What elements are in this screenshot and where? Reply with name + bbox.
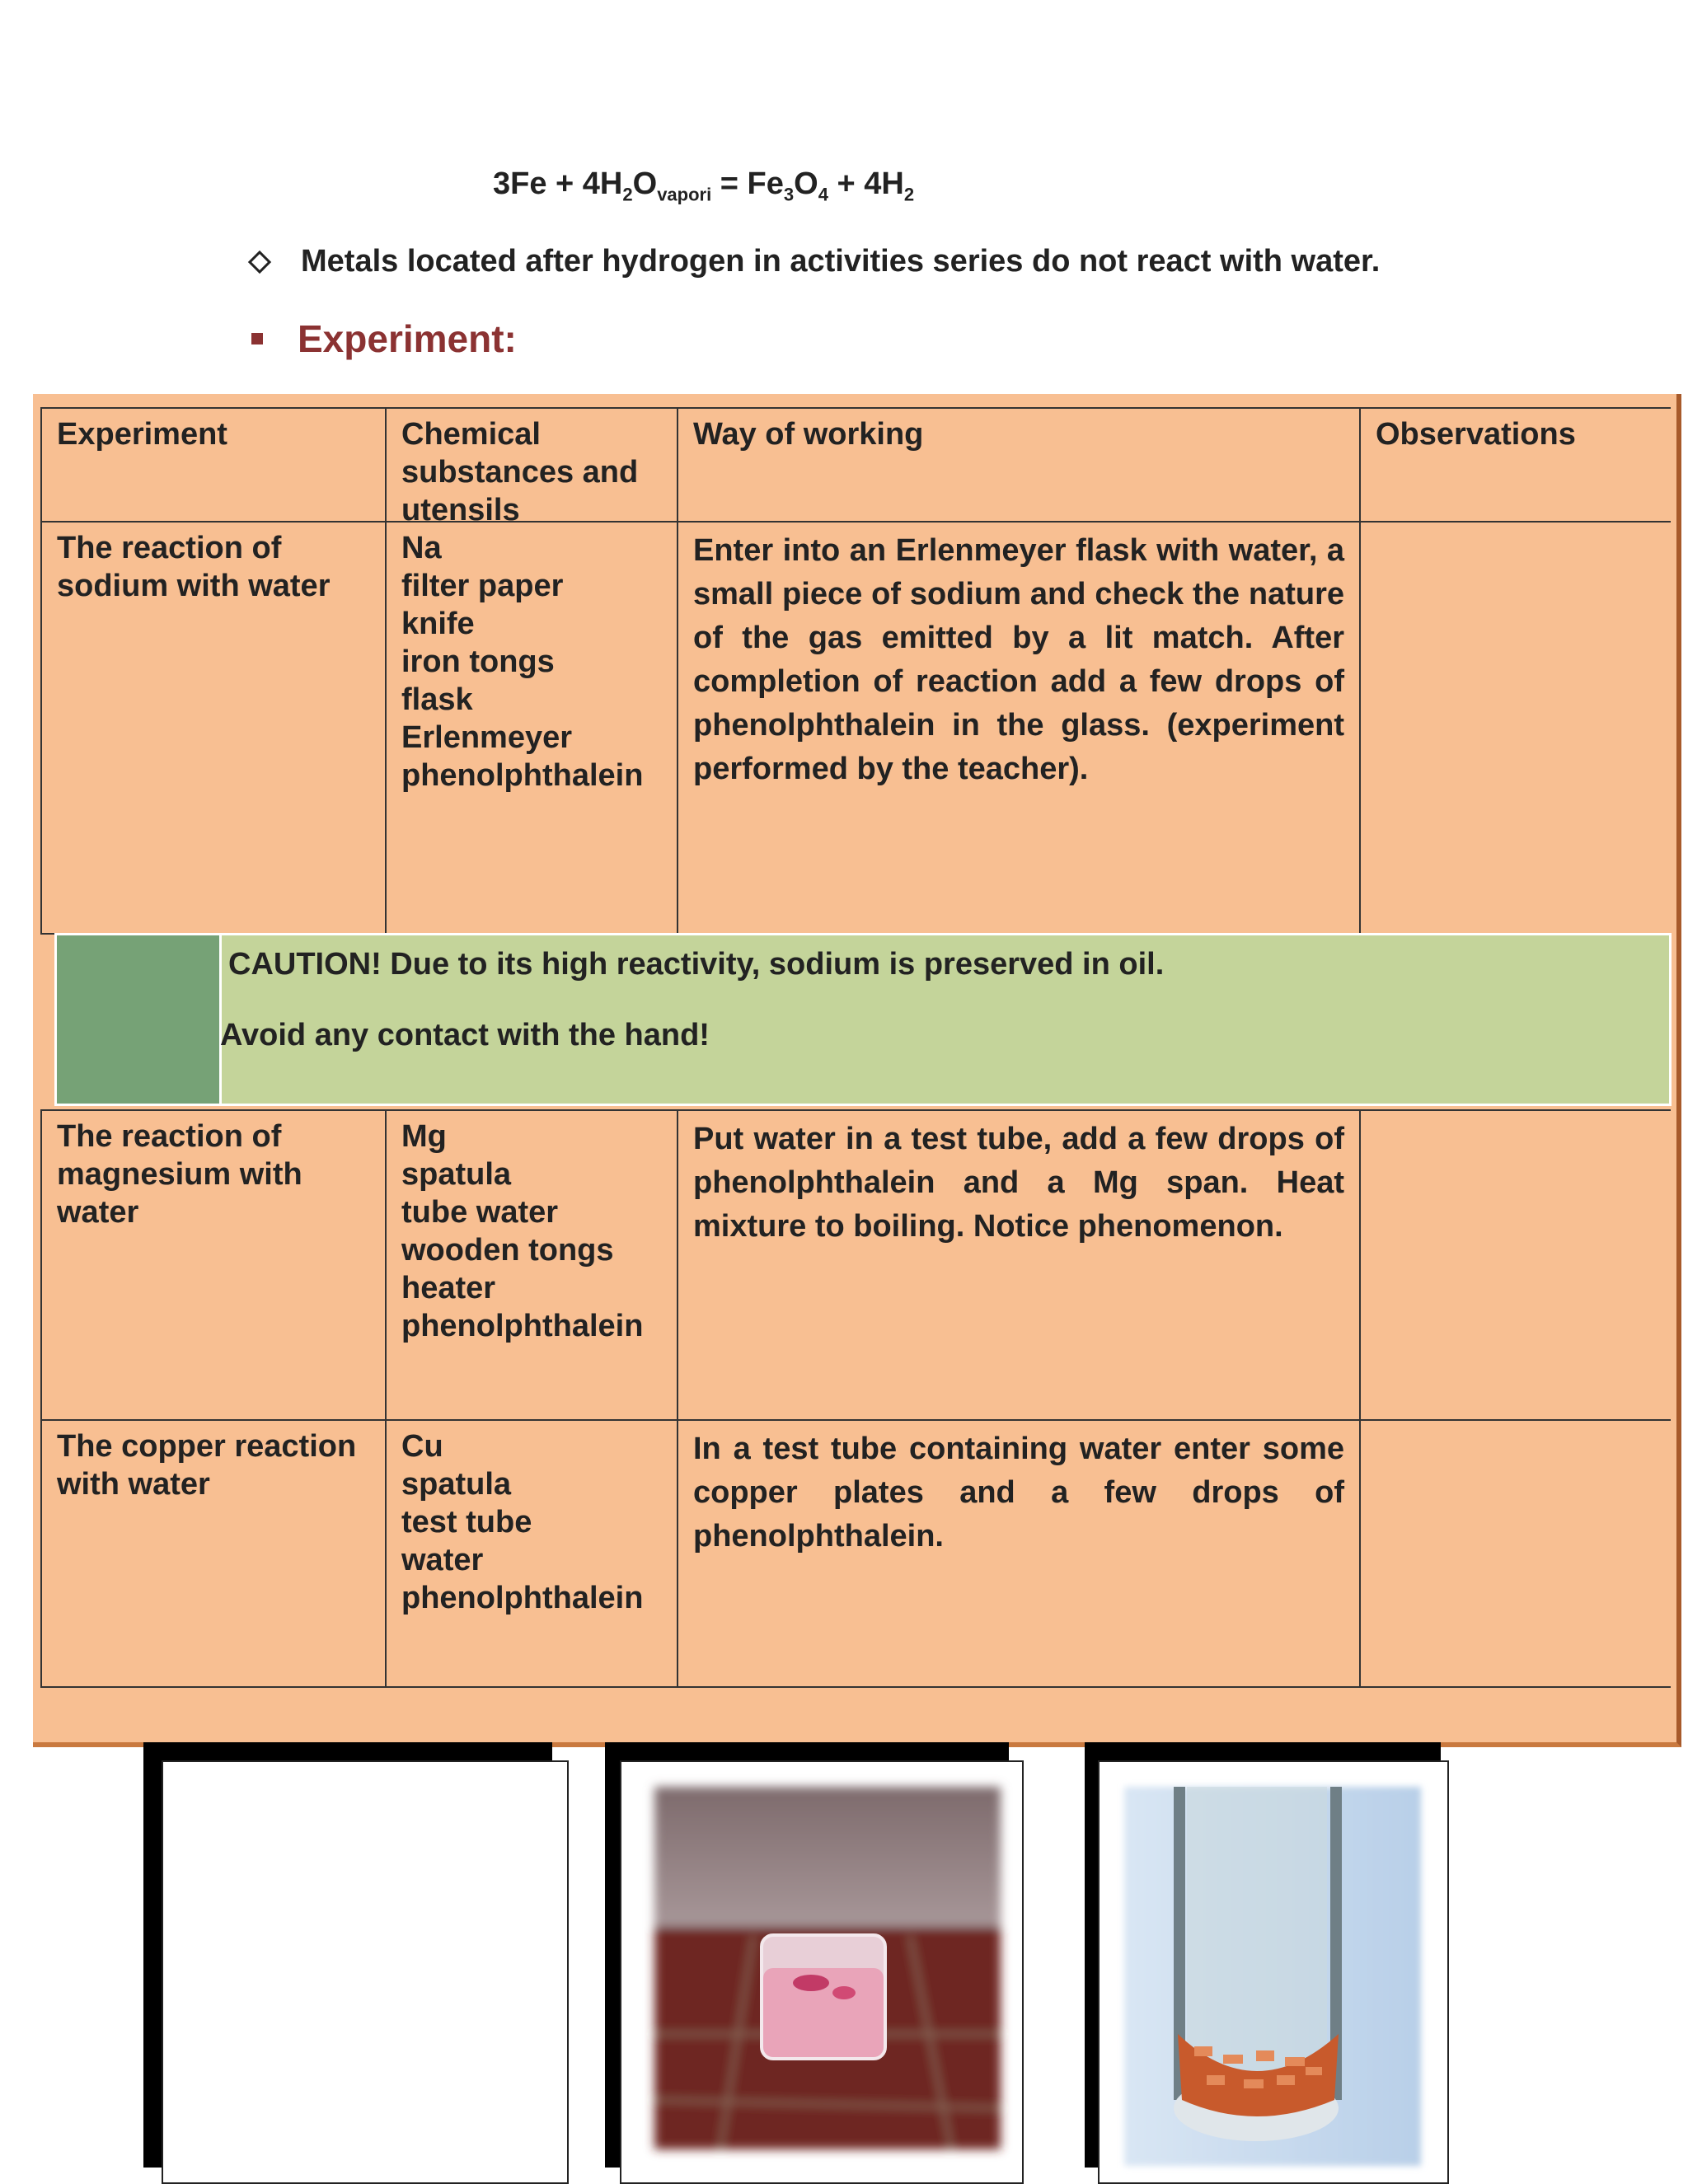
header-way: Way of working <box>677 407 1361 523</box>
header-substances: Chemical substances and utensils <box>385 407 678 523</box>
eq-sub: vapori <box>657 184 712 205</box>
row1-substances <box>385 521 678 935</box>
caution-box <box>54 933 1672 1106</box>
list-item: heater <box>401 1271 496 1305</box>
caution-line-2: Avoid any contact with the hand! <box>220 1018 710 1052</box>
row3-way: In a test tube containing water enter some copper plates and a few drops of phenolphthalein. <box>677 1419 1361 1688</box>
row2-substances <box>385 1109 678 1421</box>
eq-part: = Fe <box>711 166 784 201</box>
list-item: knife <box>401 607 475 641</box>
copper-photo <box>1098 1760 1449 2184</box>
experiment-heading-text: Experiment: <box>298 317 517 360</box>
list-item: flask <box>401 682 473 717</box>
caution-line-1: CAUTION! Due to its high reactivity, sodium is preserved in oil. <box>228 947 1165 982</box>
eq-part: + 4H <box>828 166 904 201</box>
square-bullet-icon <box>251 333 263 344</box>
eq-sub: 4 <box>818 184 828 205</box>
list-item: Na <box>401 531 442 565</box>
row2-way: Put water in a test tube, add a few drops of phenolphthalein and a Mg span. Heat mixture to boiling. Notice phenomenon. <box>677 1109 1361 1421</box>
row3-substances <box>385 1419 678 1688</box>
list-item: spatula <box>401 1157 512 1192</box>
eq-sub: 3 <box>783 184 795 205</box>
eq-sub: 2 <box>622 184 633 205</box>
row1-way: Enter into an Erlenmeyer flask with water, a small piece of sodium and check the nature of the gas emitted by a lit match. After completion of reaction add a few drops of phenolphthalein in the glass. (experiment performed by the teacher). <box>677 521 1361 935</box>
list-item: phenolphthalein <box>401 1309 644 1343</box>
header-experiment: Experiment <box>40 407 387 523</box>
list-item: Cu <box>401 1429 443 1464</box>
row3-observations <box>1359 1419 1671 1688</box>
eq-sub: 2 <box>903 184 915 205</box>
magnesium-photo <box>620 1760 1024 2184</box>
reaction-equation <box>493 166 914 206</box>
metals-note <box>251 244 1380 279</box>
list-item: water <box>401 1543 484 1577</box>
list-item: test tube <box>401 1505 532 1540</box>
metals-note-text: Metals located after hydrogen in activities series do not react with water. <box>301 244 1381 279</box>
eq-part: 3Fe + 4H <box>493 166 623 201</box>
experiment-heading <box>251 316 517 361</box>
eq-part: O <box>632 166 658 201</box>
eq-part: O <box>794 166 818 201</box>
row1-experiment: The reaction of sodium with water <box>40 521 387 935</box>
list-item: Erlenmeyer <box>401 720 573 755</box>
caution-color-swatch <box>57 935 222 1104</box>
list-item: tube water <box>401 1195 559 1230</box>
row3-experiment: The copper reaction with water <box>40 1419 387 1688</box>
list-item: spatula <box>401 1467 512 1502</box>
row1-observations <box>1359 521 1671 935</box>
list-item: phenolphthalein <box>401 1581 644 1615</box>
diamond-bullet-icon <box>248 250 271 273</box>
list-item: filter paper <box>401 569 564 603</box>
row2-observations <box>1359 1109 1671 1421</box>
test-tube-photo-image <box>1100 1762 1449 2184</box>
header-observations: Observations <box>1359 407 1671 523</box>
beaker-photo-image <box>621 1762 1024 2184</box>
row2-experiment: The reaction of magnesium with water <box>40 1109 387 1421</box>
list-item: phenolphthalein <box>401 758 644 793</box>
list-item: iron tongs <box>401 644 555 679</box>
list-item: wooden tongs <box>401 1233 614 1268</box>
list-item: Mg <box>401 1119 447 1154</box>
sodium-photo-placeholder <box>162 1760 569 2184</box>
